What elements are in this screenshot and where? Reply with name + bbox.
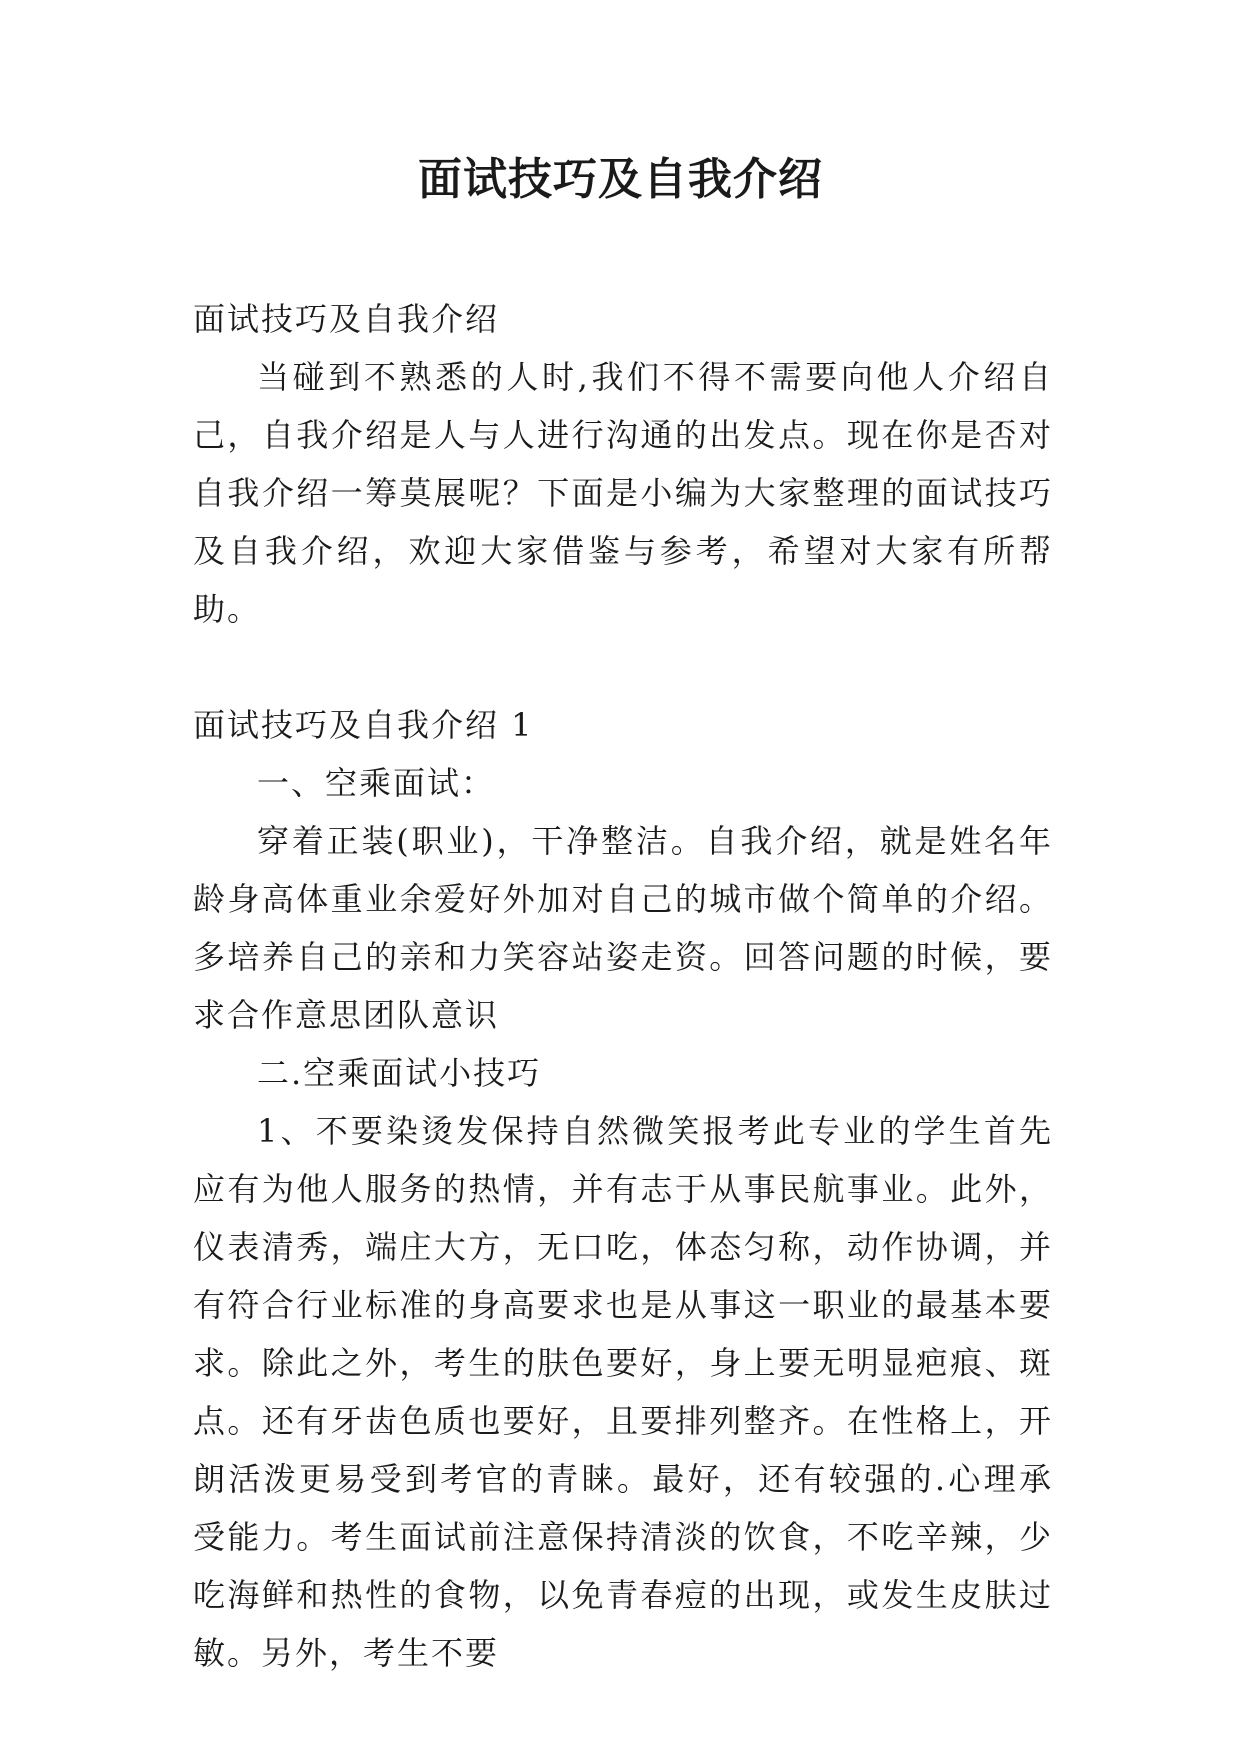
paragraph: 面试技巧及自我介绍 <box>193 300 500 338</box>
paragraph: 面试技巧及自我介绍 1 <box>193 706 534 744</box>
paragraph: 二.空乘面试小技巧 <box>257 1054 542 1092</box>
paragraph: 当碰到不熟悉的人时,我们不得不需要向他人介绍自己，自我介绍是人与人进行沟通的出发点。现在你是否对自我介绍一筹莫展呢？下面是小编为大家整理的面试技巧及自我介绍，欢迎大家借鉴与参考，希望对大家有所帮助。 <box>193 358 1053 628</box>
document-body <box>193 290 1053 1682</box>
paragraph: 穿着正装(职业)，干净整洁。自我介绍，就是姓名年龄身高体重业余爱好外加对自己的城市做个简单的介绍。多培养自己的亲和力笑容站姿走资。回答问题的时候，要求合作意思团队意识 <box>193 822 1053 1034</box>
paragraph: 1、不要染烫发保持自然微笑报考此专业的学生首先应有为他人服务的热情，并有志于从事民航事业。此外，仪表清秀，端庄大方，无口吃，体态匀称，动作协调，并有符合行业标准的身高要求也是从事这一职业的最基本要求。除此之外，考生的肤色要好，身上要无明显疤痕、斑点。还有牙齿色质也要好，且要排列整齐。在性格上，开朗活泼更易受到考官的青睐。最好，还有较强的.心理承受能力。考生面试前注意保持清淡的饮食，不吃辛辣，少吃海鲜和热性的食物，以免青春痘的出现，或发生皮肤过敏。另外，考生不要 <box>193 1112 1053 1672</box>
paragraph: 一、空乘面试： <box>257 764 496 802</box>
document-title: 面试技巧及自我介绍 <box>418 154 823 205</box>
